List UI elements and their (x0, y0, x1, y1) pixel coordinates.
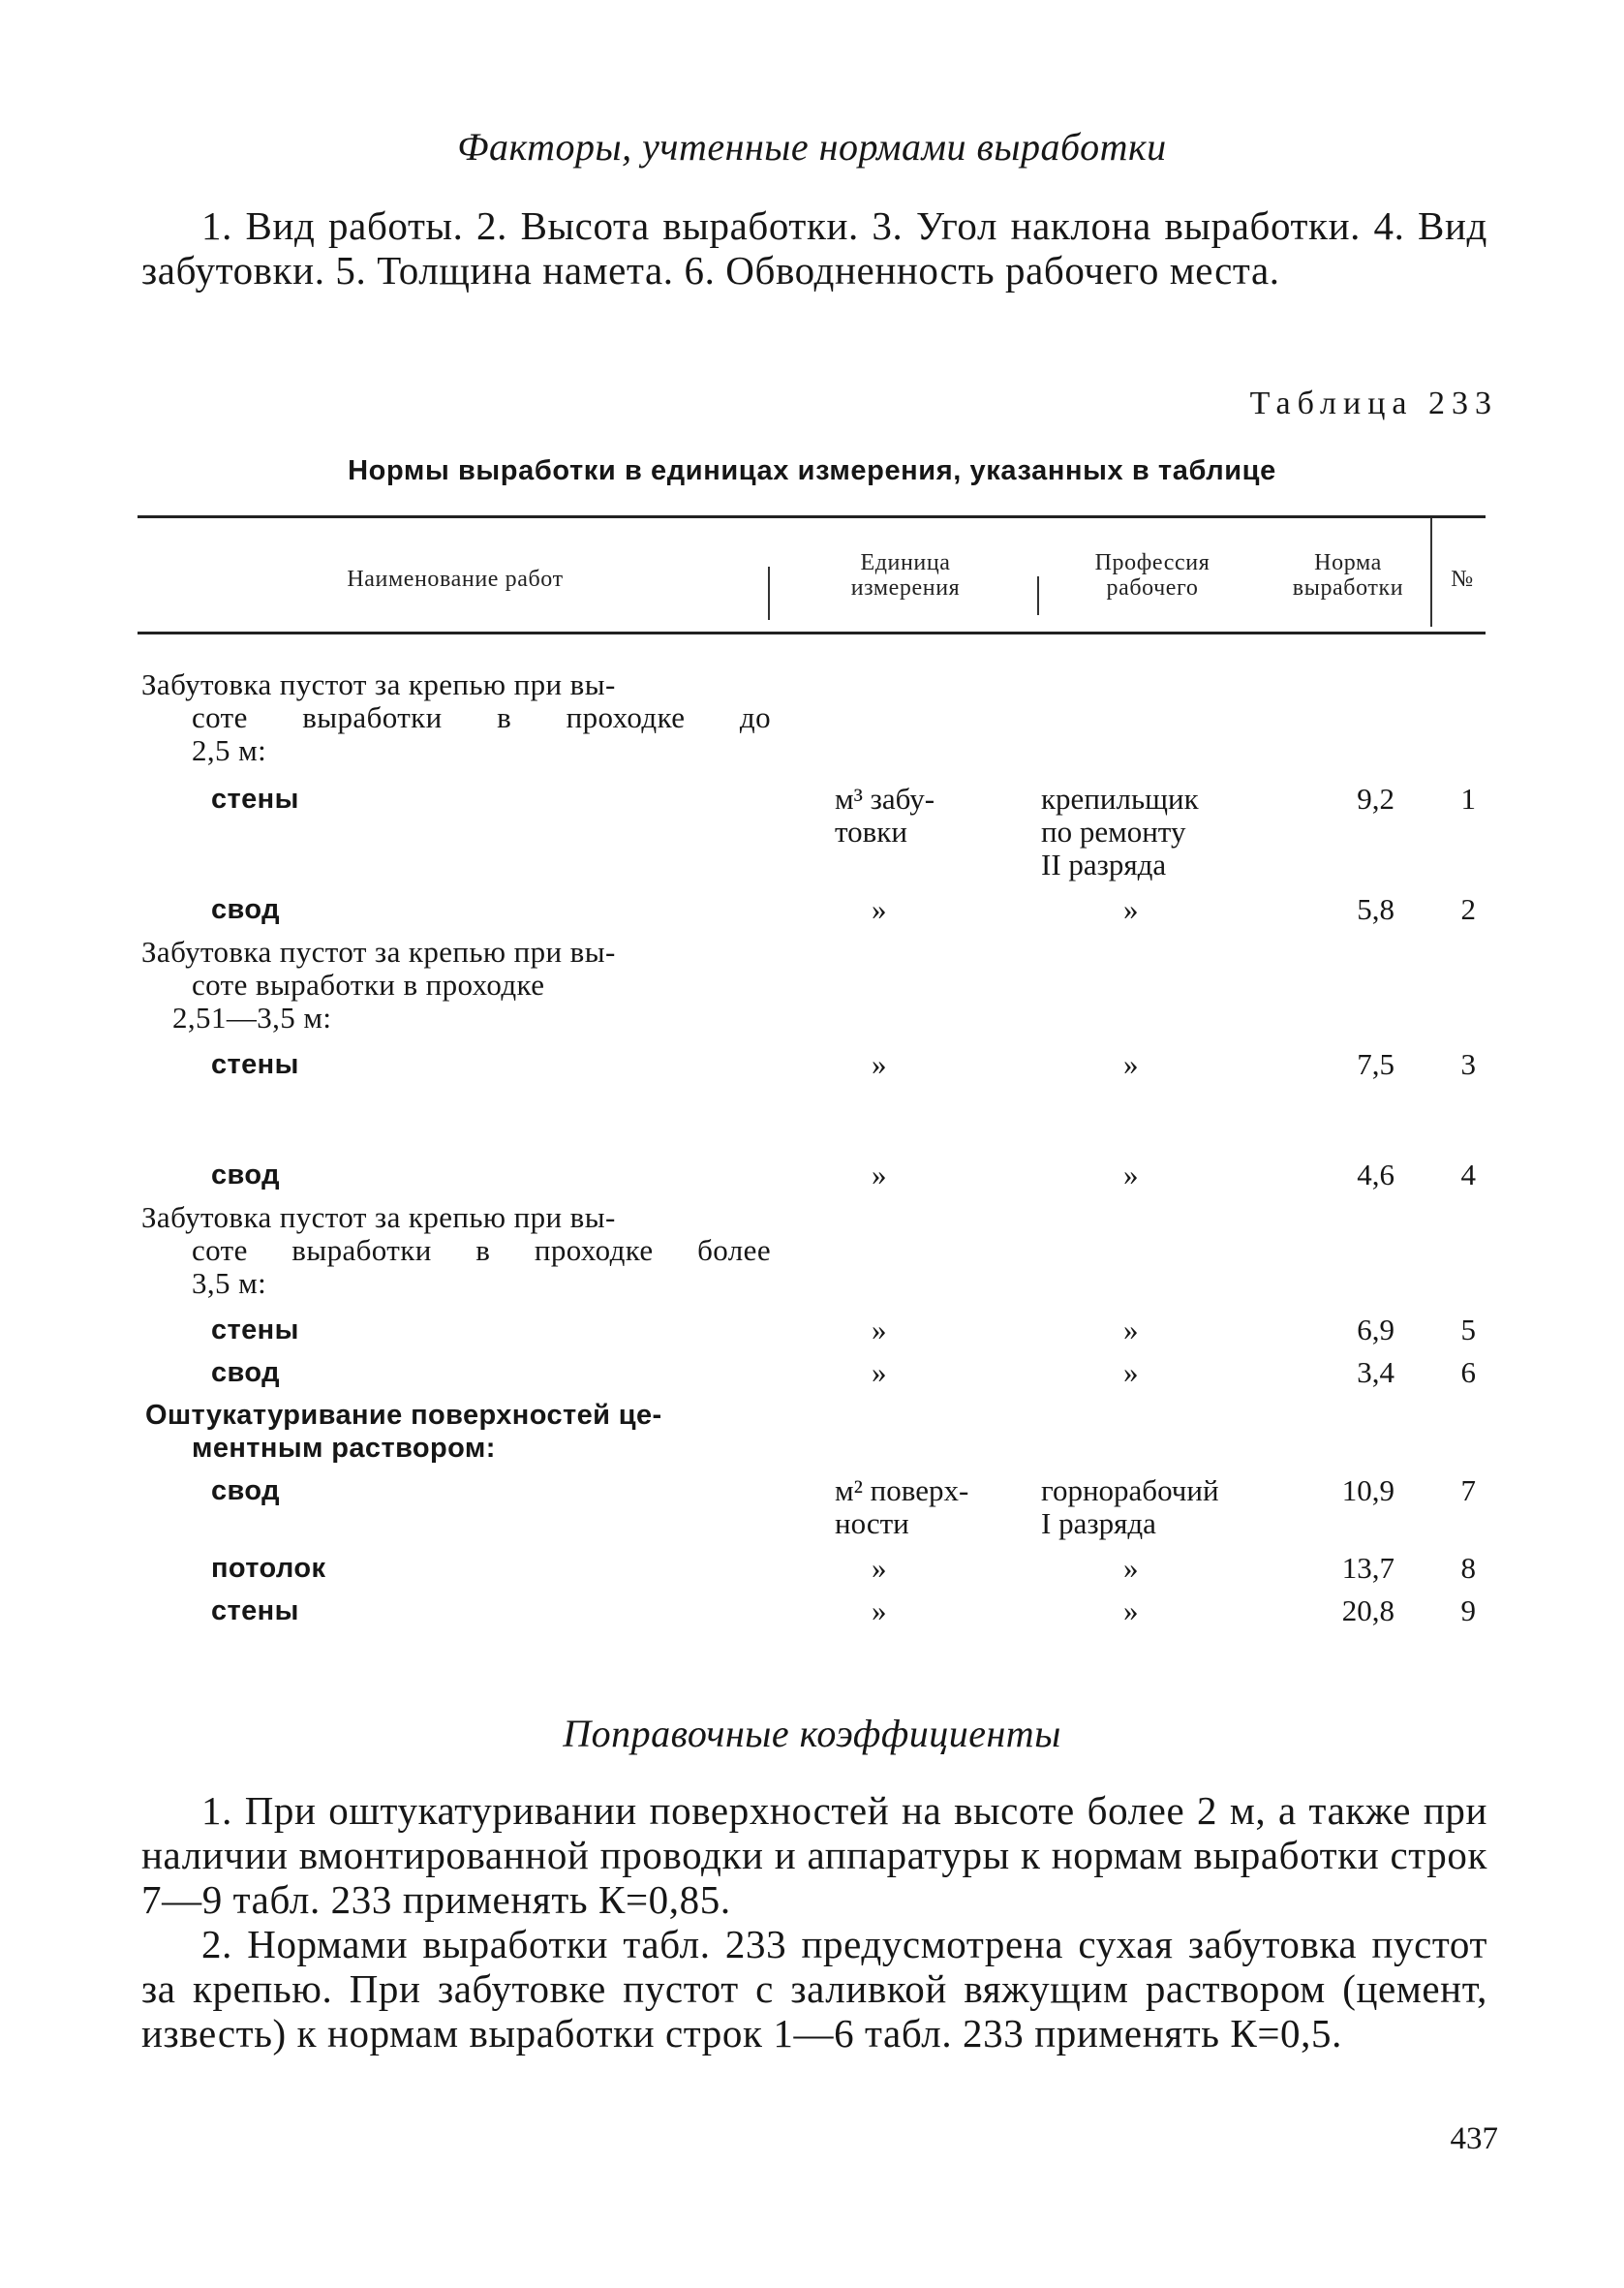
row-unit: » (872, 892, 887, 926)
row-profession: » (1123, 1355, 1139, 1389)
row-profession: » (1123, 1158, 1139, 1191)
row-name: свод (211, 1475, 280, 1506)
row-profession: горнорабочий I разряда (1041, 1473, 1219, 1540)
row-name: стены (211, 784, 299, 815)
row-unit: » (872, 1551, 887, 1585)
row-unit: » (872, 1158, 887, 1191)
row-unit: » (872, 1593, 887, 1627)
group-heading: Забутовка пустот за крепью при вы- соте выработки в проходке более 3,5 м: (141, 1200, 771, 1300)
row-norm: 9,2 (1357, 782, 1394, 816)
row-norm: 10,9 (1341, 1473, 1394, 1507)
column-divider (768, 567, 770, 620)
row-unit: » (872, 1355, 887, 1389)
row-norm: 13,7 (1341, 1551, 1394, 1585)
header-number: № (1451, 567, 1474, 592)
row-name: стены (211, 1314, 299, 1345)
row-unit: » (872, 1047, 887, 1081)
row-number: 9 (1460, 1593, 1476, 1627)
row-number: 2 (1460, 892, 1476, 926)
row-norm: 4,6 (1357, 1158, 1394, 1191)
coefficient-2-text: 2. Нормами выработки табл. 233 предусмотрена сухая забутовка пустот за крепью. При забутовке пустот с заливкой вяжущим раствором (цемент, известь) к нормам выработки строк 1—6 табл. 233 применять К=0,5. (141, 1922, 1487, 2056)
table-header-rule (138, 632, 1486, 634)
row-number: 7 (1460, 1473, 1476, 1507)
coefficients-heading: Поправочные коэффициенты (563, 1712, 1061, 1755)
header-profession: Профессия рабочего (1094, 550, 1210, 601)
row-number: 6 (1460, 1355, 1476, 1389)
row-norm: 6,9 (1357, 1313, 1394, 1346)
row-profession: » (1123, 892, 1139, 926)
row-number: 3 (1460, 1047, 1476, 1081)
page-number: 437 (1450, 2121, 1498, 2156)
row-profession: крепильщик по ремонту II разряда (1041, 782, 1199, 881)
coefficients-paragraphs (141, 1788, 1487, 2056)
factors-heading: Факторы, учтенные нормами выработки (457, 125, 1167, 169)
header-work: Наименование работ (347, 567, 564, 592)
column-divider (1430, 518, 1432, 627)
row-norm: 20,8 (1341, 1593, 1394, 1627)
row-profession: » (1123, 1313, 1139, 1346)
row-number: 1 (1460, 782, 1476, 816)
table-label: Таблица 233 (1249, 386, 1498, 421)
row-norm: 7,5 (1357, 1047, 1394, 1081)
group-heading: Забутовка пустот за крепью при вы- соте выработки в проходке до 2,5 м: (141, 667, 771, 767)
row-number: 4 (1460, 1158, 1476, 1191)
group-heading: Забутовка пустот за крепью при вы- соте выработки в проходке 2,51—3,5 м: (141, 935, 616, 1035)
table-caption: Нормы выработки в единицах измерения, указанных в таблице (348, 455, 1276, 486)
factors-paragraph (141, 203, 1487, 293)
header-unit: Единица измерения (850, 550, 961, 601)
factors-text: 1. Вид работы. 2. Высота выработки. 3. Угол наклона выработки. 4. Вид забутовки. 5. Толщина намета. 6. Обводненность рабочего места. (141, 203, 1487, 293)
row-number: 5 (1460, 1313, 1476, 1346)
row-unit: м² поверх- ности (835, 1473, 969, 1540)
row-norm: 3,4 (1357, 1355, 1394, 1389)
row-profession: » (1123, 1551, 1139, 1585)
row-name: потолок (211, 1553, 326, 1584)
group-heading: Оштукатуривание поверхностей це- ментным раствором: (145, 1400, 662, 1464)
row-profession: » (1123, 1047, 1139, 1081)
row-name: стены (211, 1049, 299, 1080)
table-top-rule (138, 515, 1486, 518)
row-number: 8 (1460, 1551, 1476, 1585)
coefficient-1-text: 1. При оштукатуривании поверхностей на высоте более 2 м, а также при наличии вмонтированной проводки и аппаратуры к нормам выработки строк 7—9 табл. 233 применять К=0,85. (141, 1788, 1487, 1922)
row-profession: » (1123, 1593, 1139, 1627)
row-norm: 5,8 (1357, 892, 1394, 926)
row-name: свод (211, 1357, 280, 1388)
row-unit: » (872, 1313, 887, 1346)
column-divider (1037, 576, 1039, 615)
row-name: свод (211, 894, 280, 925)
row-name: стены (211, 1595, 299, 1626)
header-norm: Норма выработки (1292, 550, 1404, 601)
row-name: свод (211, 1159, 280, 1190)
row-unit: м³ забу- товки (835, 782, 935, 849)
